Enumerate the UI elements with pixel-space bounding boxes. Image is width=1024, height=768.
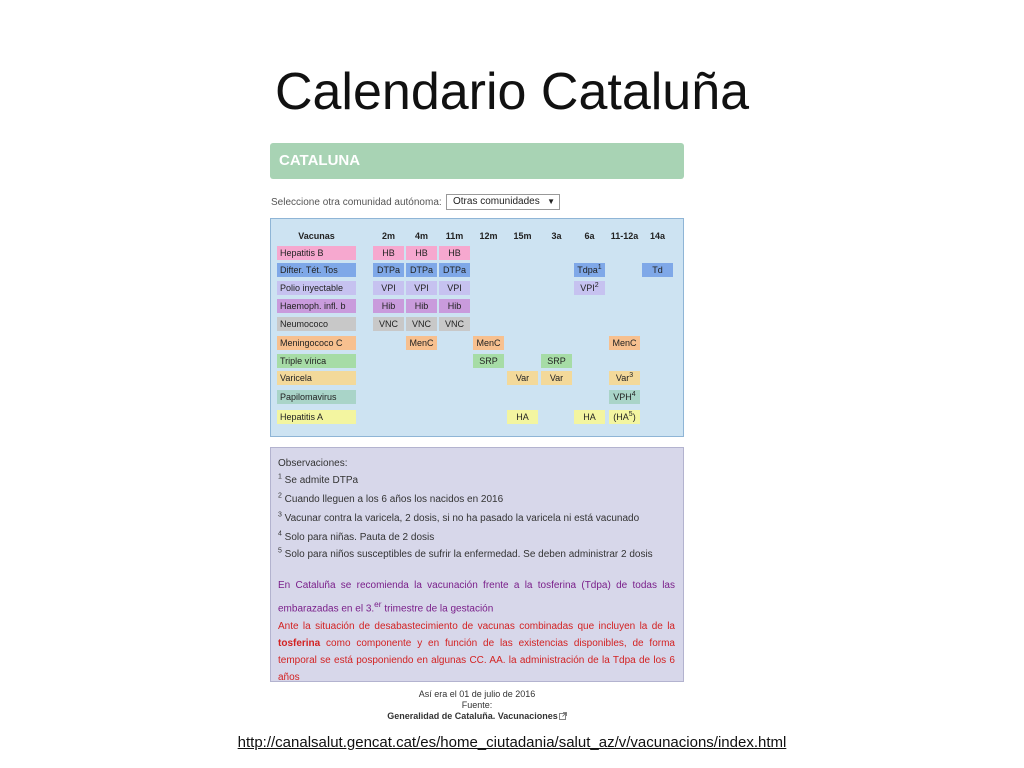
- vaccine-dose: Hib: [439, 299, 470, 313]
- vaccine-dose: MenC: [473, 336, 504, 350]
- shortage-warning: [278, 618, 675, 686]
- vaccine-dose: $(HA^5)$: [609, 410, 640, 424]
- region-dropdown-value: Otras comunidades: [453, 196, 540, 207]
- vaccine-dose: DTPa: [406, 263, 437, 277]
- vaccine-dose: VPI: [406, 281, 437, 295]
- observation-note: $^2$ Cuando lleguen a los 6 años los nacidos en 2016: [278, 492, 504, 505]
- table-header-age: 14a: [649, 231, 666, 241]
- observations-panel: [270, 447, 684, 682]
- vaccine-dose: HA: [507, 410, 538, 424]
- region-header: [270, 143, 684, 179]
- vaccine-dose: DTPa: [439, 263, 470, 277]
- pregnancy-text-a: En Cataluña se recomienda la vacunación frente a la tosferina (Tdpa) de todas las embarazadas en el 3.: [278, 580, 675, 615]
- table-header-age: 11m: [445, 231, 464, 241]
- vaccine-label: Meningococo C: [277, 336, 356, 350]
- slide-title: Calendario Cataluña: [274, 63, 750, 121]
- vaccine-dose: HB: [406, 246, 437, 260]
- vaccine-dose: MenC: [609, 336, 640, 350]
- vaccine-dose: VPI$^2$: [574, 281, 605, 295]
- table-header-age: 11-12a: [610, 231, 639, 241]
- dose-footnote-ref: 1: [597, 264, 602, 271]
- selector-label: Seleccione otra comunidad autónoma:: [271, 197, 442, 208]
- table-header-age: 4m: [414, 231, 428, 241]
- vaccine-label: Difter. Tét. Tos: [277, 263, 356, 277]
- vaccine-dose: Hib: [373, 299, 404, 313]
- footer-date: Así era el 01 de julio de 2016: [418, 689, 536, 699]
- note-number: 1: [278, 473, 282, 481]
- vaccine-label: Polio inyectable: [277, 281, 356, 295]
- shortage-text-b: como componente y en función de las existencias disponibles, de forma temporal se está posponiendo en algunas CC. AA. la administración de la Tdpa de los 6 años: [278, 638, 675, 683]
- observation-note: $^3$ Vacunar contra la varicela, 2 dosis, si no ha pasado la varicela ni está vacunado: [278, 511, 640, 524]
- vaccine-table: [270, 218, 684, 437]
- vaccine-dose: VPI: [373, 281, 404, 295]
- table-header-vaccines: Vacunas: [298, 231, 335, 241]
- vaccine-dose: Hib: [406, 299, 437, 313]
- shortage-text-bold: tosferina: [278, 638, 321, 649]
- vaccine-dose: VNC: [373, 317, 404, 331]
- note-number: 3: [278, 511, 282, 519]
- vaccine-dose: VPI: [439, 281, 470, 295]
- vaccine-dose: SRP: [541, 354, 572, 368]
- table-header-age: 3a: [551, 231, 562, 241]
- note-number: 4: [278, 530, 282, 538]
- vaccine-dose: Var: [541, 371, 572, 385]
- table-header-age: 12m: [479, 231, 498, 241]
- vaccine-dose: HA: [574, 410, 605, 424]
- vaccine-label: Haemoph. infl. b: [277, 299, 356, 313]
- dose-footnote-ref: 4: [631, 391, 636, 398]
- source-url-link[interactable]: http://canalsalut.gencat.cat/es/home_ciutadania/salut_az/v/vacunacions/index.html: [237, 734, 787, 751]
- pregnancy-text-sup: er: [374, 599, 382, 609]
- pregnancy-text-b: trimestre de la gestación: [381, 603, 494, 615]
- vaccine-dose: SRP: [473, 354, 504, 368]
- note-number: 2: [278, 492, 282, 500]
- vaccine-label: Papilomavirus: [277, 390, 356, 404]
- vaccine-label: Triple vírica: [277, 354, 356, 368]
- observation-note: $^1$ Se admite DTPa: [278, 473, 359, 486]
- vaccine-dose: Var$^3$: [609, 371, 640, 385]
- vaccine-dose: VPH$^4$: [609, 390, 640, 404]
- footer-source-label: Fuente:: [461, 700, 493, 710]
- vaccine-dose: DTPa: [373, 263, 404, 277]
- observations-title: Observaciones:: [278, 458, 348, 469]
- dose-footnote-ref: 5: [628, 411, 633, 418]
- vaccine-dose: Td: [642, 263, 673, 277]
- dose-footnote-ref: 3: [629, 372, 634, 379]
- vaccine-dose: VNC: [439, 317, 470, 331]
- vaccine-dose: HB: [439, 246, 470, 260]
- vaccine-label: Neumococo: [277, 317, 356, 331]
- table-header-age: 6a: [584, 231, 595, 241]
- shortage-text-a: Ante la situación de desabastecimiento de vacunas combinadas que incluyen la de la: [278, 621, 675, 632]
- region-title: CATALUNA: [279, 152, 361, 169]
- pregnancy-recommendation: [278, 577, 675, 618]
- note-number: 5: [278, 547, 282, 555]
- vaccine-dose: Var: [507, 371, 538, 385]
- table-header-age: 15m: [513, 231, 532, 241]
- dose-footnote-ref: 2: [594, 282, 599, 289]
- source-footer: [270, 689, 684, 722]
- vaccine-dose: MenC: [406, 336, 437, 350]
- observation-note: $^4$ Solo para niñas. Pauta de 2 dosis: [278, 530, 435, 543]
- region-selector: [270, 194, 684, 212]
- footer-source-text: Generalidad de Cataluña. Vacunaciones: [387, 711, 558, 721]
- observation-note: $^5$ Solo para niños susceptibles de sufrir la enfermedad. Se deben administrar 2 dosis: [278, 547, 653, 560]
- vaccine-dose: HB: [373, 246, 404, 260]
- region-dropdown[interactable]: [446, 194, 560, 210]
- vaccine-dose: VNC: [406, 317, 437, 331]
- external-link-icon: [559, 712, 567, 720]
- table-header-age: 2m: [381, 231, 395, 241]
- chevron-down-icon: ▼: [547, 197, 555, 206]
- footer-source-link[interactable]: [270, 711, 684, 722]
- vaccine-label: Hepatitis A: [277, 410, 356, 424]
- vaccine-dose: Tdpa$^1$: [574, 263, 605, 277]
- vaccine-label: Hepatitis B: [277, 246, 356, 260]
- vaccine-label: Varicela: [277, 371, 356, 385]
